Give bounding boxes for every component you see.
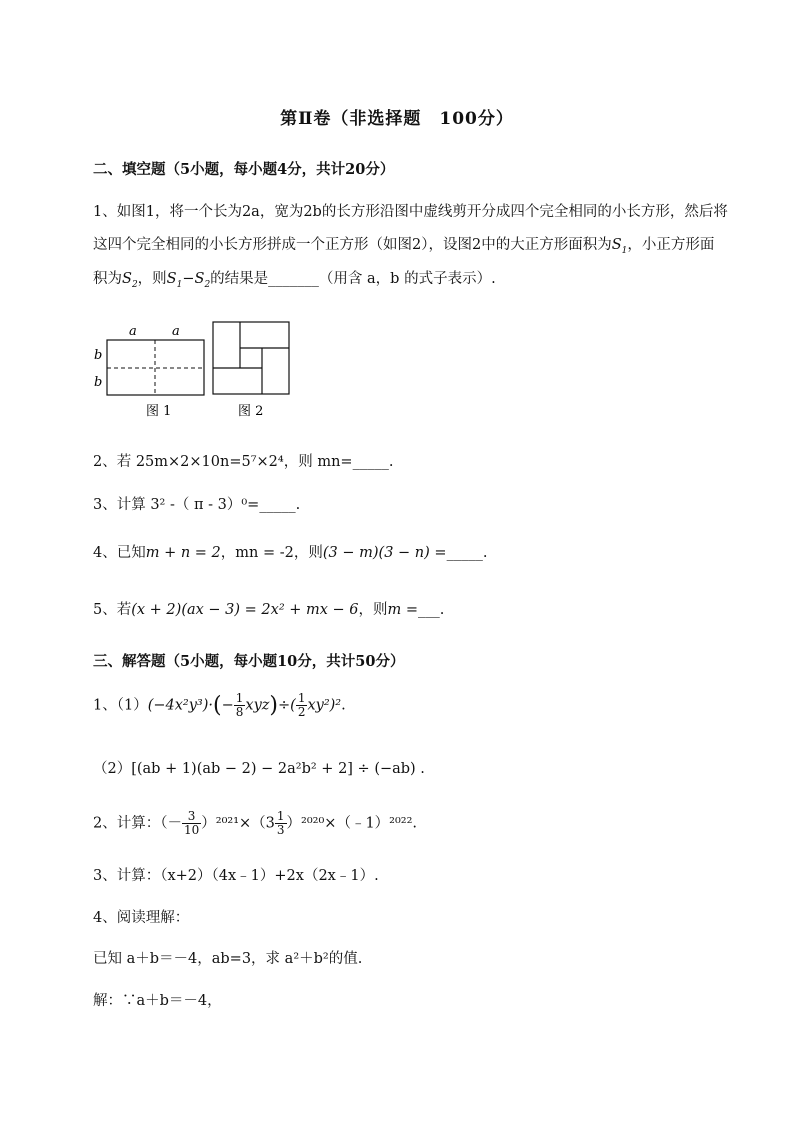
q2-line: 2、若 25m×2×10n=5⁷×2⁴，则 mn=_____. (93, 454, 394, 470)
q3-line: 3、计算 3² -（ π - 3）⁰=_____. (93, 497, 301, 513)
page-title: 第Ⅱ卷（非选择题 100分） (280, 109, 514, 129)
q1-line2-text: 这四个完全相同的小长方形拼成一个正方形（如图2），设图2中的大正方形面积为 (93, 237, 612, 253)
s3-q4-solution: 解：∵a＋b＝－4， (93, 993, 222, 1009)
q5-mid: ，则 (358, 602, 388, 618)
q4-prefix: 4、已知 (93, 545, 146, 561)
q1-line2-tail: ，小正方形面 (627, 237, 715, 253)
q1-line3-tail: 的结果是_______（用含 a，b 的式子表示）. (210, 271, 496, 287)
s3-q4-line: 4、阅读理解： (93, 910, 190, 926)
s3-q4-given: 已知 a＋b＝－4，ab=3，求 a²＋b²的值. (93, 951, 363, 967)
fig1-label-b-bottom: b (94, 375, 103, 390)
s3-q1-term1: (−4x²y³)· (147, 697, 213, 714)
q4-line (93, 541, 487, 562)
s1-symbol: $S_1$ (611, 237, 628, 256)
s3-q3-line: 3、计算：（x+2）（4x﹣1）+2x（2x﹣1）. (93, 868, 379, 884)
s3-q2-line (93, 810, 417, 837)
s3-q2-prefix: 2、计算：（－ (93, 815, 182, 832)
q5-prefix: 5、若 (93, 602, 132, 618)
frac-one-third: $\frac{1}{3}$ (276, 809, 285, 837)
q1-line3 (93, 267, 496, 290)
s2-symbol: $S_2$ (122, 271, 138, 290)
frac-three-tenths: $\frac{3}{10}$ (183, 809, 200, 837)
q4-mid: ，mn = -2，则 (220, 545, 323, 561)
s3-q1-tail: xy²)² (307, 697, 342, 714)
q4-blank: _____. (446, 545, 488, 561)
s3-q2-mid1: ）²⁰²¹×（3 (201, 815, 275, 832)
q1-line2 (93, 233, 714, 256)
s3-q1-div: ÷( (278, 697, 296, 714)
figure-2-square (213, 322, 289, 394)
q1-line1: 1、如图1，将一个长为2a，宽为2b的长方形沿图中虚线剪开分成四个完全相同的小长方形，然后将 (93, 204, 728, 220)
section-2-heading: 二、填空题（5小题，每小题4分，共计20分） (93, 161, 395, 178)
figure-1-rectangle (107, 340, 204, 395)
fig2-caption: 图 2 (238, 404, 264, 419)
fig1-label-a-left: a (129, 324, 137, 339)
q5-m: m = (387, 602, 419, 618)
s3-q1-part2: （2）[(ab + 1)(ab − 2) − 2a²b² + 2] ÷ (−ab) . (93, 761, 425, 777)
s3-q1-part1: 1、（1）(−4x²y³)·(− $\frac{1}{8}$ xyz)÷( $\frac{1}{2}$ xy²)². (93, 691, 346, 719)
frac-one-half: $\frac{1}{2}$ (297, 691, 306, 719)
fig1-label-a-right: a (172, 324, 180, 339)
q5-expr: (x + 2)(ax − 3) = 2x² + mx − 6 (131, 602, 359, 618)
q4-expr1: m + n = 2 (145, 545, 221, 561)
s3-q1-prefix: 1、（1） (93, 697, 148, 714)
fig1-caption: 图 1 (146, 404, 172, 419)
frac-one-eighth: $\frac{1}{8}$ (235, 691, 244, 719)
fig1-label-b-top: b (94, 348, 103, 363)
q5-line (93, 598, 444, 619)
section-3-heading: 三、解答题（5小题，每小题10分，共计50分） (93, 653, 405, 670)
figures (88, 318, 298, 423)
q4-expr2: (3 − m)(3 − n) = (322, 545, 447, 561)
s3-q1-end: . (341, 697, 346, 714)
q1-line3-prefix: 积为 (93, 271, 122, 287)
q5-blank: ___. (418, 602, 445, 618)
s3-q1-xyz: xyz (245, 697, 270, 714)
s1-minus-s2: $S_1-S_2$ (166, 271, 211, 290)
q1-line3-mid: ，则 (137, 271, 167, 287)
s3-q2-mid2: ）²⁰²⁰×（﹣1）²⁰²². (286, 815, 418, 832)
